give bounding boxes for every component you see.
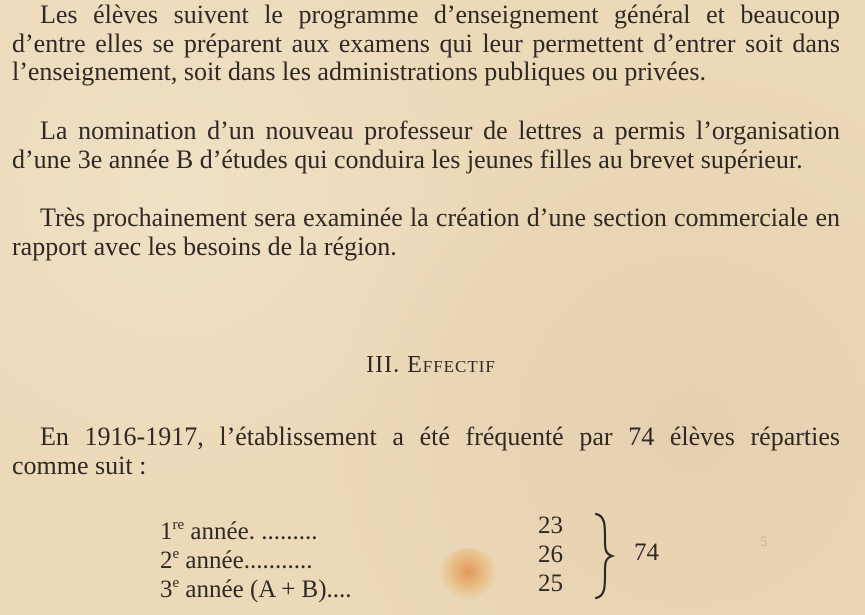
row-ordinal: 3 bbox=[160, 576, 173, 603]
section-heading bbox=[12, 352, 850, 379]
enrollment-total: 74 bbox=[634, 539, 659, 566]
enrollment-row-value: 26 bbox=[538, 541, 563, 568]
brace-stroke bbox=[596, 514, 612, 598]
paragraph-nomination: La nomination d’un nouveau professeur de lettres a permis l’organisation d’une 3e année B d’études qui conduira les jeunes filles au brevet supérieur. bbox=[12, 116, 840, 174]
row-ordinal-suffix: re bbox=[172, 517, 185, 533]
document-page bbox=[12, 0, 840, 615]
row-label-text: année........... bbox=[179, 547, 313, 574]
section-title: Effectif bbox=[407, 352, 496, 378]
section-numeral: III. bbox=[366, 352, 401, 378]
enrollment-row-value: 23 bbox=[538, 512, 563, 539]
row-label-text: année (A + B).... bbox=[179, 576, 352, 603]
enrollment-row-value: 25 bbox=[538, 570, 563, 597]
enrollment-row-label bbox=[160, 569, 352, 604]
margin-speck: 5 bbox=[760, 534, 768, 550]
paragraph-section-commerciale: Très prochainement sera examinée la création d’une section commerciale en rapport avec les besoins de la région. bbox=[12, 203, 840, 261]
row-ordinal: 2 bbox=[160, 547, 173, 574]
paragraph-programme: Les élèves suivent le programme d’enseignement général et beaucoup d’entre elles se préparent aux examens qui leur permettent d’entrer soit dans l’enseignement, soit dans les administrations publiques ou privées. bbox=[12, 0, 840, 87]
row-ordinal: 1 bbox=[160, 518, 173, 545]
row-label-text: année. ......... bbox=[184, 518, 318, 545]
row-ordinal-suffix: e bbox=[172, 575, 180, 591]
row-ordinal-suffix: e bbox=[172, 546, 180, 562]
paragraph-effectif: En 1916-1917, l’établissement a été fréquenté par 74 élèves réparties comme suit : bbox=[12, 422, 840, 480]
enrollment-brace bbox=[593, 512, 615, 600]
